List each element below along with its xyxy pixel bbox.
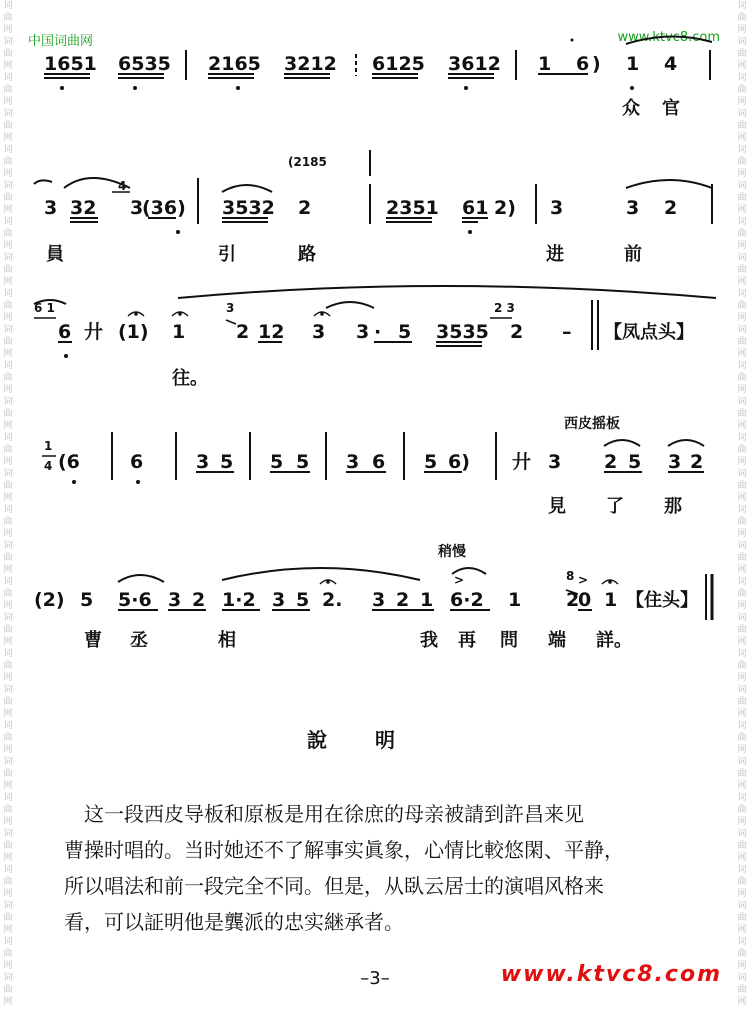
watermark-char: 网 bbox=[737, 349, 747, 359]
watermark-char: 网 bbox=[3, 925, 13, 935]
watermark-char: 网 bbox=[737, 133, 747, 143]
watermark-char: 曲 bbox=[3, 481, 13, 491]
watermark-char: 词 bbox=[737, 397, 747, 407]
watermark-char: 曲 bbox=[737, 49, 747, 59]
watermark-char: 网 bbox=[737, 997, 747, 1007]
watermark-char: 曲 bbox=[3, 697, 13, 707]
watermark-char: 词 bbox=[737, 433, 747, 443]
watermark-char: 词 bbox=[737, 325, 747, 335]
watermark-char: 网 bbox=[3, 313, 13, 323]
note: 1 bbox=[538, 53, 552, 75]
note: 2165 bbox=[208, 53, 261, 75]
watermark-char: 网 bbox=[3, 385, 13, 395]
note: 3 bbox=[44, 197, 58, 219]
note: 2 bbox=[690, 451, 704, 473]
note: 廾 bbox=[84, 321, 104, 343]
watermark-char: 词 bbox=[737, 829, 747, 839]
note: 5·6 bbox=[118, 589, 152, 611]
watermark-char: 网 bbox=[737, 601, 747, 611]
watermark-char: 网 bbox=[3, 493, 13, 503]
note: 3535 bbox=[436, 321, 489, 343]
watermark-char: 曲 bbox=[3, 85, 13, 95]
watermark-char: 曲 bbox=[737, 517, 747, 527]
note: 61 bbox=[462, 197, 489, 219]
tempo-mark: 稍慢 bbox=[438, 544, 466, 560]
note: 3 bbox=[550, 197, 564, 219]
score-row-1 bbox=[44, 36, 712, 119]
watermark-char: 词 bbox=[3, 757, 13, 767]
watermark-char: 词 bbox=[737, 361, 747, 371]
watermark-char: 网 bbox=[737, 709, 747, 719]
watermark-char: 网 bbox=[3, 709, 13, 719]
watermark-char: 词 bbox=[737, 613, 747, 623]
annotation: > bbox=[454, 573, 465, 587]
watermark-char: 网 bbox=[3, 637, 13, 647]
watermark-char: 网 bbox=[3, 133, 13, 143]
note: 3 bbox=[168, 589, 182, 611]
watermark-char: 曲 bbox=[3, 373, 13, 383]
note: 3 bbox=[372, 589, 386, 611]
note: 5 bbox=[270, 451, 284, 473]
watermark-char: 词 bbox=[3, 469, 13, 479]
note: 0 bbox=[578, 589, 592, 611]
watermark-char: 词 bbox=[3, 109, 13, 119]
note: (2) bbox=[34, 589, 65, 611]
lyric: 官 bbox=[662, 98, 680, 119]
note: 3 bbox=[548, 451, 562, 473]
watermark-char: 网 bbox=[737, 457, 747, 467]
watermark-char: 词 bbox=[737, 937, 747, 947]
watermark-char: 曲 bbox=[3, 229, 13, 239]
watermark-char: 网 bbox=[737, 889, 747, 899]
watermark-char: 曲 bbox=[737, 301, 747, 311]
watermark-char: 词 bbox=[737, 181, 747, 191]
watermark-char: 词 bbox=[737, 757, 747, 767]
watermark-char: 曲 bbox=[3, 265, 13, 275]
note: 1 bbox=[172, 321, 186, 343]
watermark-char: 曲 bbox=[737, 805, 747, 815]
watermark-char: 曲 bbox=[3, 841, 13, 851]
watermark-char: 曲 bbox=[737, 553, 747, 563]
watermark-char: 词 bbox=[737, 793, 747, 803]
note: 32 bbox=[70, 197, 97, 219]
note: 1 bbox=[604, 589, 618, 611]
watermark-char: 网 bbox=[737, 781, 747, 791]
note: 3 bbox=[626, 197, 640, 219]
lyric: 見 bbox=[548, 496, 566, 517]
watermark-char: 曲 bbox=[3, 13, 13, 23]
watermark-char: 词 bbox=[737, 973, 747, 983]
note: 5 bbox=[424, 451, 438, 473]
watermark-char: 网 bbox=[3, 97, 13, 107]
watermark-char: 词 bbox=[737, 253, 747, 263]
watermark-char: 网 bbox=[3, 169, 13, 179]
watermark-char: 曲 bbox=[3, 301, 13, 311]
watermark-char: 网 bbox=[737, 421, 747, 431]
watermark-char: 曲 bbox=[737, 877, 747, 887]
banzi-label: 【住头】 bbox=[626, 590, 698, 611]
lyric: 員 bbox=[46, 244, 64, 265]
annotation: 2 3 bbox=[494, 301, 515, 315]
watermark-char: 曲 bbox=[3, 625, 13, 635]
note: 2 bbox=[566, 589, 580, 611]
watermark-char: 网 bbox=[737, 205, 747, 215]
explanation-paragraph bbox=[64, 796, 724, 940]
note: 4 bbox=[664, 53, 678, 75]
note: 3212 bbox=[284, 53, 337, 75]
watermark-char: 网 bbox=[737, 673, 747, 683]
note: 6125 bbox=[372, 53, 425, 75]
score-row-4 bbox=[42, 415, 704, 517]
watermark-char: 曲 bbox=[737, 445, 747, 455]
watermark-char: 词 bbox=[3, 685, 13, 695]
paragraph-line: 看，可以証明他是龔派的忠实継承者。 bbox=[64, 910, 404, 934]
watermark-char: 网 bbox=[737, 61, 747, 71]
watermark-char: 曲 bbox=[3, 877, 13, 887]
note: 3 bbox=[668, 451, 682, 473]
watermark-char: 网 bbox=[3, 277, 13, 287]
watermark-char: 网 bbox=[737, 817, 747, 827]
annotation: 8 bbox=[566, 569, 575, 583]
section-heading: 說明 bbox=[307, 728, 443, 752]
watermark-char: 曲 bbox=[737, 733, 747, 743]
score-row-5 bbox=[34, 543, 712, 651]
note: 6·2 bbox=[450, 589, 484, 611]
watermark-char: 网 bbox=[737, 853, 747, 863]
watermark-char: 网 bbox=[737, 637, 747, 647]
note: 2 bbox=[664, 197, 678, 219]
lyric: 相 bbox=[218, 630, 236, 651]
watermark-char: 词 bbox=[3, 721, 13, 731]
watermark-char: 曲 bbox=[3, 193, 13, 203]
note: 5 bbox=[296, 589, 310, 611]
watermark-char: 词 bbox=[737, 73, 747, 83]
watermark-char: 曲 bbox=[737, 697, 747, 707]
paragraph-line: 这一段西皮导板和原板是用在徐庶的母亲被請到許昌来见 bbox=[84, 802, 584, 826]
lyric: 路 bbox=[298, 244, 316, 265]
watermark-char: 词 bbox=[3, 541, 13, 551]
watermark-char: 曲 bbox=[3, 157, 13, 167]
watermark-char: 曲 bbox=[3, 769, 13, 779]
watermark-char: 词 bbox=[3, 433, 13, 443]
watermark-char: 词 bbox=[3, 613, 13, 623]
note: (36) bbox=[142, 197, 186, 219]
note: 5 bbox=[80, 589, 94, 611]
watermark-char: 词 bbox=[737, 145, 747, 155]
note: 2 bbox=[396, 589, 410, 611]
watermark-char: 网 bbox=[3, 25, 13, 35]
note: 6 bbox=[576, 53, 590, 75]
watermark-char: 曲 bbox=[3, 913, 13, 923]
watermark-char: 词 bbox=[737, 901, 747, 911]
watermark-char: 网 bbox=[737, 169, 747, 179]
watermark-char: 词 bbox=[3, 937, 13, 947]
watermark-char: 词 bbox=[3, 73, 13, 83]
note: 3 bbox=[272, 589, 286, 611]
watermark-char: 词 bbox=[3, 397, 13, 407]
watermark-char: 词 bbox=[737, 541, 747, 551]
watermark-char: 网 bbox=[737, 277, 747, 287]
watermark-char: 网 bbox=[3, 61, 13, 71]
time-signature-top: 1 bbox=[44, 439, 53, 453]
watermark-char: 曲 bbox=[737, 85, 747, 95]
paragraph-line: 曹操时唱的。当时她还不了解事实眞象，心情比較悠閑、平静， bbox=[64, 838, 624, 862]
note: ) bbox=[592, 53, 601, 75]
annotation: 3 bbox=[226, 301, 235, 315]
annotation: (2185 bbox=[288, 155, 327, 169]
watermark-char: 网 bbox=[3, 529, 13, 539]
watermark-char: 词 bbox=[737, 721, 747, 731]
lyric: 引 bbox=[218, 244, 236, 265]
score-row-3 bbox=[34, 286, 716, 389]
watermark-char: 词 bbox=[3, 865, 13, 875]
watermark-char: 词 bbox=[3, 253, 13, 263]
annotation: > bbox=[578, 573, 589, 587]
note: 2351 bbox=[386, 197, 439, 219]
watermark-char: 网 bbox=[3, 205, 13, 215]
watermark-char: 词 bbox=[737, 217, 747, 227]
watermark-char: 词 bbox=[3, 181, 13, 191]
note: 廾 bbox=[512, 451, 532, 473]
note: 3612 bbox=[448, 53, 501, 75]
watermark-char: 曲 bbox=[737, 985, 747, 995]
note: 1·2 bbox=[222, 589, 256, 611]
note: 6) bbox=[448, 451, 470, 473]
watermark-char: 网 bbox=[737, 565, 747, 575]
note: 6 bbox=[130, 451, 144, 473]
annotation: 6 1 bbox=[34, 301, 55, 315]
watermark-char: 曲 bbox=[737, 373, 747, 383]
time-signature-bottom: 4 bbox=[44, 459, 53, 473]
note: 3 bbox=[312, 321, 326, 343]
note: 2) bbox=[494, 197, 516, 219]
watermark-char: 网 bbox=[737, 97, 747, 107]
note: 6 bbox=[372, 451, 386, 473]
note: (1) bbox=[118, 321, 149, 343]
watermark-char: 网 bbox=[737, 241, 747, 251]
note: 2 bbox=[192, 589, 206, 611]
note: 3 bbox=[356, 321, 370, 343]
watermark-char: 网 bbox=[3, 889, 13, 899]
watermark-char: 曲 bbox=[3, 985, 13, 995]
note: 3 bbox=[196, 451, 210, 473]
watermark-char: 曲 bbox=[737, 157, 747, 167]
watermark-char: 词 bbox=[3, 829, 13, 839]
watermark-char: 曲 bbox=[3, 517, 13, 527]
watermark-char: 曲 bbox=[737, 193, 747, 203]
watermark-char: 网 bbox=[737, 529, 747, 539]
note: 2 bbox=[510, 321, 524, 343]
watermark-char: 曲 bbox=[737, 337, 747, 347]
watermark-char: 词 bbox=[737, 685, 747, 695]
note: 1 bbox=[626, 53, 640, 75]
watermark-char: 曲 bbox=[737, 481, 747, 491]
watermark-char: 网 bbox=[3, 817, 13, 827]
note: 5 bbox=[628, 451, 642, 473]
banzi-label: 【凤点头】 bbox=[604, 322, 694, 343]
watermark-char: 曲 bbox=[3, 409, 13, 419]
lyric: 端 bbox=[548, 630, 566, 651]
watermark-char: 词 bbox=[3, 325, 13, 335]
score-row-2 bbox=[34, 150, 712, 265]
watermark-char: 词 bbox=[737, 109, 747, 119]
watermark-char: 词 bbox=[737, 649, 747, 659]
note: 1 bbox=[508, 589, 522, 611]
lyric: 詳。 bbox=[596, 630, 632, 651]
watermark-char: 曲 bbox=[737, 589, 747, 599]
watermark-char: 词 bbox=[737, 865, 747, 875]
watermark-char: 词 bbox=[3, 793, 13, 803]
watermark-char: 词 bbox=[3, 145, 13, 155]
lyric: 往。 bbox=[172, 368, 208, 389]
watermark-char: 网 bbox=[3, 853, 13, 863]
watermark-char: 曲 bbox=[3, 49, 13, 59]
lyric: 問 bbox=[500, 630, 518, 651]
note: 1651 bbox=[44, 53, 97, 75]
watermark-char: 词 bbox=[3, 901, 13, 911]
note: 6 bbox=[58, 321, 72, 343]
watermark-char: 曲 bbox=[3, 661, 13, 671]
watermark-char: 曲 bbox=[737, 949, 747, 959]
lyric: 曹 bbox=[84, 630, 102, 651]
watermark-char: 词 bbox=[737, 289, 747, 299]
watermark-char: 词 bbox=[3, 1, 13, 11]
watermark-char: 网 bbox=[3, 601, 13, 611]
watermark-char: 网 bbox=[737, 961, 747, 971]
watermark-char: 网 bbox=[3, 457, 13, 467]
watermark-char: 曲 bbox=[3, 805, 13, 815]
annotation: 4 bbox=[118, 179, 127, 193]
page-number: –3– bbox=[360, 968, 390, 989]
note: · bbox=[374, 321, 382, 343]
note: 2 bbox=[604, 451, 618, 473]
watermark-char: 曲 bbox=[3, 445, 13, 455]
watermark-char: 曲 bbox=[737, 265, 747, 275]
watermark-site-name: 中国词曲网 bbox=[28, 34, 94, 49]
watermark-char: 网 bbox=[3, 997, 13, 1007]
lyric: 再 bbox=[458, 630, 476, 651]
watermark-char: 词 bbox=[737, 469, 747, 479]
note: 2 bbox=[236, 321, 250, 343]
watermark-char: 曲 bbox=[737, 13, 747, 23]
lyric: 我 bbox=[420, 630, 438, 651]
watermark-char: 词 bbox=[3, 649, 13, 659]
note: (6 bbox=[58, 451, 80, 473]
watermark-char: 曲 bbox=[737, 841, 747, 851]
watermark-char: 网 bbox=[3, 421, 13, 431]
watermark-char: 曲 bbox=[737, 121, 747, 131]
watermark-char: 词 bbox=[3, 361, 13, 371]
watermark-char: 网 bbox=[3, 781, 13, 791]
note: 2. bbox=[322, 589, 343, 611]
watermark-char: 网 bbox=[737, 493, 747, 503]
watermark-char: 曲 bbox=[737, 409, 747, 419]
watermark-char: 网 bbox=[737, 313, 747, 323]
watermark-char: 网 bbox=[3, 565, 13, 575]
watermark-char: 词 bbox=[3, 577, 13, 587]
watermark-char: 网 bbox=[737, 745, 747, 755]
watermark-char: 曲 bbox=[3, 121, 13, 131]
watermark-char: 网 bbox=[3, 673, 13, 683]
note: 3 bbox=[130, 197, 144, 219]
watermark-char: 网 bbox=[3, 961, 13, 971]
watermark-char: 网 bbox=[3, 241, 13, 251]
note: 5 bbox=[296, 451, 310, 473]
watermark-char: 网 bbox=[737, 925, 747, 935]
note: 3 bbox=[346, 451, 360, 473]
watermark-char: 网 bbox=[3, 349, 13, 359]
note: 6535 bbox=[118, 53, 171, 75]
watermark-char: 曲 bbox=[737, 229, 747, 239]
watermark-char: 曲 bbox=[737, 769, 747, 779]
watermark-char: 网 bbox=[737, 25, 747, 35]
paragraph-line: 所以唱法和前一段完全不同。但是，从臥云居士的演唱风格来 bbox=[64, 874, 604, 898]
watermark-char: 词 bbox=[737, 505, 747, 515]
watermark-char: 曲 bbox=[3, 733, 13, 743]
lyric: 了 bbox=[606, 496, 624, 517]
watermark-char: 词 bbox=[3, 37, 13, 47]
lyric: 进 bbox=[546, 244, 564, 265]
note: 5 bbox=[398, 321, 412, 343]
lyric: 前 bbox=[624, 244, 642, 265]
watermark-char: 词 bbox=[3, 217, 13, 227]
watermark-char: 词 bbox=[737, 37, 747, 47]
watermark-char: 曲 bbox=[737, 661, 747, 671]
watermark-url-bottom: www.ktvc8.com bbox=[500, 962, 722, 987]
watermark-char: 词 bbox=[3, 505, 13, 515]
watermark-char: 词 bbox=[3, 973, 13, 983]
note: 5 bbox=[220, 451, 234, 473]
lyric: 那 bbox=[664, 496, 682, 517]
note: 12 bbox=[258, 321, 285, 343]
watermark-char: 曲 bbox=[3, 949, 13, 959]
note: 3532 bbox=[222, 197, 275, 219]
watermark-char: 曲 bbox=[3, 589, 13, 599]
note: 1 bbox=[420, 589, 434, 611]
watermark-url-top: www.ktvc8.com bbox=[617, 30, 720, 45]
watermark-char: 曲 bbox=[737, 913, 747, 923]
note: – bbox=[562, 321, 572, 343]
watermark-char: 曲 bbox=[3, 337, 13, 347]
note: 2 bbox=[298, 197, 312, 219]
watermark-char: 曲 bbox=[3, 553, 13, 563]
tempo-mark: 西皮摇板 bbox=[564, 416, 620, 432]
watermark-char: 网 bbox=[3, 745, 13, 755]
watermark-char: 词 bbox=[3, 289, 13, 299]
watermark-char: 词 bbox=[737, 1, 747, 11]
watermark-char: 网 bbox=[737, 385, 747, 395]
lyric: 众 bbox=[622, 98, 640, 119]
lyric: 丞 bbox=[130, 630, 148, 651]
watermark-char: 词 bbox=[737, 577, 747, 587]
watermark-char: 曲 bbox=[737, 625, 747, 635]
